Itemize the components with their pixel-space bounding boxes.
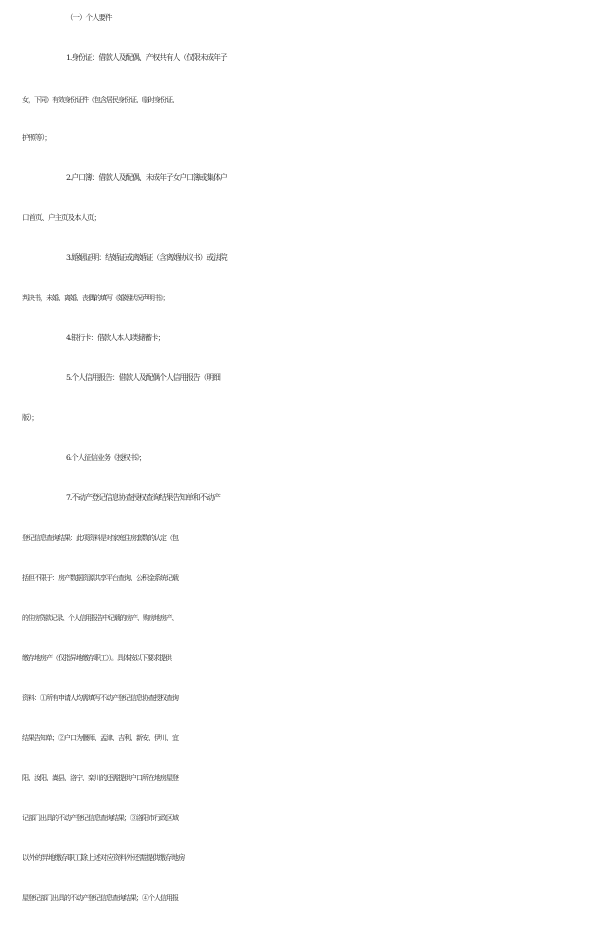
text-line: 版）；	[22, 413, 38, 422]
text-line: 2.户口簿：借款人及配偶、未成年子女户口簿或集体户	[66, 173, 227, 182]
text-line: 登记信息查询结果：此项资料是对家庭住房套数的认定（包	[22, 534, 178, 542]
text-line: 1.身份证：借款人及配偶、产权共有人（仅限未成年子	[66, 53, 227, 62]
text-line: 7.不动产登记信息协查授权查询结果告知单和不动产	[66, 493, 220, 502]
text-line: 口首页、户主页及本人页；	[22, 213, 100, 222]
text-line: 4.银行卡：借款人本人Ⅰ类储蓄卡；	[66, 333, 165, 342]
text-line: 资料：①所有申请人均需填写不动产登记信息协查授权查询	[22, 694, 178, 702]
text-line: 判决书，未婚、离婚、丧偶的填写《婚姻状况声明书》；	[22, 294, 169, 302]
text-line: 屋登记部门出具的不动产登记信息查询结果；④个人信用报	[22, 894, 178, 902]
text-line: 女，下同）有效身份证件（包含居民身份证、临时身份证、	[22, 96, 178, 104]
text-line: 记部门出具的不动产登记信息查询结果；③洛阳市行政区域	[22, 814, 178, 822]
text-line: 缴存地房产（仅指异地缴存职工））。具体按以下要求提供	[22, 654, 171, 662]
text-line: 结果告知单；②户口为偃师、孟津、吉利、新安、伊川、宜	[22, 734, 178, 742]
text-line: 的住房贷款记录、个人信用报告中记载的房产、购房地房产、	[22, 614, 178, 622]
section-heading: （一）个人要件	[66, 13, 112, 22]
text-line: 护照等）；	[22, 133, 51, 142]
text-line: 5.个人信用报告：借款人及配偶个人信用报告（明细	[66, 373, 220, 382]
text-line: 括但不限于：房产数据资源共享平台查询、公积金系统记载	[22, 574, 178, 582]
text-line: 以外的异地缴存职工除上述对应资料外还需提供缴存地房	[22, 853, 185, 862]
text-line: 6.个人征信业务《授权书》；	[66, 453, 146, 462]
text-line: 阳、汝阳、嵩县、洛宁、栾川的还需提供户口所在地房屋登	[22, 774, 178, 782]
text-line: 3.婚姻证明：结婚证或离婚证（含离婚协议书）或法院	[66, 253, 227, 262]
